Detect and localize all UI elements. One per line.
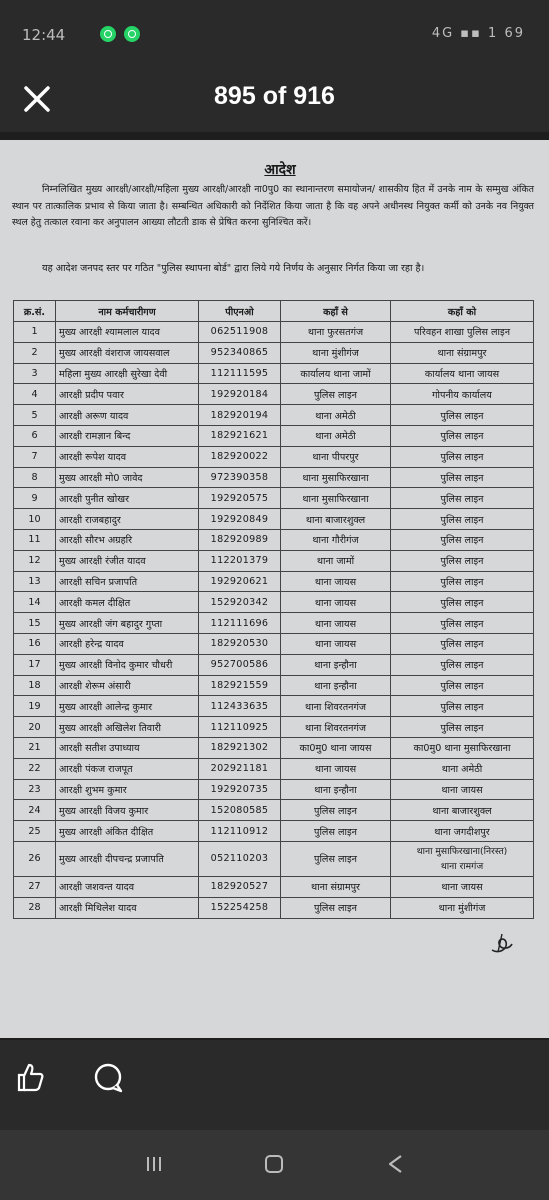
cell-serial: 16 [14, 633, 56, 654]
cell-from: थाना इन्हौना [281, 654, 391, 675]
cell-from: थाना बाजारशुक्ल [281, 509, 391, 530]
cell-from: पुलिस लाइन [281, 384, 391, 405]
cell-serial: 13 [14, 571, 56, 592]
cell-pno: 112201379 [199, 550, 281, 571]
cell-to: पुलिस लाइन [391, 405, 534, 426]
whatsapp-notification-icon [100, 26, 116, 42]
cell-serial: 22 [14, 758, 56, 779]
cell-name: आरक्षी रूपेश यादव [56, 446, 199, 467]
comment-icon[interactable] [92, 1062, 124, 1094]
image-viewer[interactable] [0, 132, 549, 1040]
cell-to: थाना जायस [391, 876, 534, 897]
cell-name: मुख्य आरक्षी विनोद कुमार चौधरी [56, 654, 199, 675]
table-row [14, 550, 534, 571]
cell-name: आरक्षी हरेन्द्र यादव [56, 633, 199, 654]
cell-serial: 4 [14, 384, 56, 405]
cell-serial: 12 [14, 550, 56, 571]
cell-pno: 112110925 [199, 717, 281, 738]
cell-serial: 6 [14, 425, 56, 446]
cell-from: थाना जायस [281, 592, 391, 613]
col-header-pno: पीएनओ [199, 301, 281, 322]
viewer-bottom-bar [0, 1040, 549, 1130]
cell-from: पुलिस लाइन [281, 897, 391, 918]
cell-to: पुलिस लाइन [391, 550, 534, 571]
cell-pno: 972390358 [199, 467, 281, 488]
whatsapp-notification-icon [124, 26, 140, 42]
cell-serial: 28 [14, 897, 56, 918]
transfer-table [13, 300, 534, 919]
cell-from: का0मु0 थाना जायस [281, 737, 391, 758]
cell-name: मुख्य आरक्षी वंशराज जायसवाल [56, 342, 199, 363]
cell-serial: 20 [14, 717, 56, 738]
table-row [14, 758, 534, 779]
cell-from: कार्यालय थाना जामों [281, 363, 391, 384]
table-row [14, 779, 534, 800]
cell-name: मुख्य आरक्षी आलेन्द्र कुमार [56, 696, 199, 717]
table-header-row [14, 301, 534, 322]
cell-from: थाना जामों [281, 550, 391, 571]
cell-name: मुख्य आरक्षी विजय कुमार [56, 800, 199, 821]
cell-serial: 19 [14, 696, 56, 717]
cell-name: मुख्य आरक्षी जंग बहादुर गुप्ता [56, 613, 199, 634]
table-row [14, 363, 534, 384]
cell-to: पुलिस लाइन [391, 425, 534, 446]
cell-name: मुख्य आरक्षी अखिलेश तिवारी [56, 717, 199, 738]
cell-name: मुख्य आरक्षी रंजीत यादव [56, 550, 199, 571]
cell-pno: 182920022 [199, 446, 281, 467]
cell-serial: 25 [14, 821, 56, 842]
android-navigation-bar [0, 1130, 549, 1200]
cell-serial: 23 [14, 779, 56, 800]
recent-apps-icon[interactable] [144, 1154, 164, 1174]
cell-name: मुख्य आरक्षी मो0 जावेद [56, 467, 199, 488]
cell-serial: 27 [14, 876, 56, 897]
cell-pno: 112111595 [199, 363, 281, 384]
table-row [14, 384, 534, 405]
cell-to: परिवहन शाखा पुलिस लाइन [391, 322, 534, 343]
cell-pno: 192920849 [199, 509, 281, 530]
cell-pno: 192920735 [199, 779, 281, 800]
table-row [14, 529, 534, 550]
cell-to-line: थाना रामगंज [440, 860, 484, 872]
cell-from: थाना फुरसतगंज [281, 322, 391, 343]
cell-to: पुलिस लाइन [391, 696, 534, 717]
cell-serial: 2 [14, 342, 56, 363]
cell-pno: 182920194 [199, 405, 281, 426]
document-photo [0, 140, 549, 1038]
cell-to [391, 841, 534, 876]
cell-to-line: थाना मुसाफिरखाना(निरस्त) [416, 845, 508, 857]
table-row [14, 675, 534, 696]
cell-from: थाना जायस [281, 633, 391, 654]
table-row [14, 696, 534, 717]
cell-serial: 26 [14, 841, 56, 876]
table-row [14, 342, 534, 363]
cell-pno: 182921302 [199, 737, 281, 758]
cell-pno: 182920989 [199, 529, 281, 550]
cell-pno: 192920621 [199, 571, 281, 592]
table-row [14, 571, 534, 592]
cell-serial: 18 [14, 675, 56, 696]
cell-serial: 15 [14, 613, 56, 634]
cell-to: पुलिस लाइन [391, 654, 534, 675]
cell-serial: 7 [14, 446, 56, 467]
cell-from: पुलिस लाइन [281, 800, 391, 821]
cell-name: आरक्षी सतीश उपाध्याय [56, 737, 199, 758]
cell-pno: 052110203 [199, 841, 281, 876]
table-row [14, 488, 534, 509]
cell-from: थाना शिवरतनगंज [281, 696, 391, 717]
cell-name: मुख्य आरक्षी श्यामलाल यादव [56, 322, 199, 343]
cell-pno: 112110912 [199, 821, 281, 842]
table-row [14, 633, 534, 654]
cell-from: थाना अमेठी [281, 425, 391, 446]
cell-serial: 17 [14, 654, 56, 675]
cell-to: पुलिस लाइन [391, 633, 534, 654]
cell-from: थाना मुसाफिरखाना [281, 467, 391, 488]
cell-to: पुलिस लाइन [391, 529, 534, 550]
cell-name: आरक्षी सचिन प्रजापति [56, 571, 199, 592]
cell-pno: 182921559 [199, 675, 281, 696]
cell-name: आरक्षी शेरूम अंसारी [56, 675, 199, 696]
status-indicators: 4G ▪▪ 1 69 [431, 26, 525, 41]
status-bar [0, 0, 549, 62]
cell-name: आरक्षी रामज्ञान बिन्द [56, 425, 199, 446]
cell-name: आरक्षी पुनीत खोखर [56, 488, 199, 509]
cell-name: आरक्षी अरूण यादव [56, 405, 199, 426]
cell-from: थाना जायस [281, 758, 391, 779]
table-row [14, 322, 534, 343]
cell-pno: 182921621 [199, 425, 281, 446]
cell-pno: 062511908 [199, 322, 281, 343]
cell-from: थाना संग्रामपुर [281, 876, 391, 897]
cell-from: थाना शिवरतनगंज [281, 717, 391, 738]
cell-name: मुख्य आरक्षी दीपचन्द्र प्रजापति [56, 841, 199, 876]
home-icon[interactable] [265, 1155, 283, 1173]
cell-pno: 152080585 [199, 800, 281, 821]
table-row [14, 509, 534, 530]
signature-mark [488, 930, 514, 956]
cell-to: पुलिस लाइन [391, 675, 534, 696]
cell-pno: 952700586 [199, 654, 281, 675]
cell-to: थाना बाजारशुक्ल [391, 800, 534, 821]
cell-to: पुलिस लाइन [391, 488, 534, 509]
cell-serial: 21 [14, 737, 56, 758]
like-icon[interactable] [16, 1062, 44, 1092]
cell-name: मुख्य आरक्षी अंकित दीक्षित [56, 821, 199, 842]
cell-from: पुलिस लाइन [281, 841, 391, 876]
cell-name: आरक्षी शुभम कुमार [56, 779, 199, 800]
cell-to: थाना मुंशीगंज [391, 897, 534, 918]
table-row [14, 592, 534, 613]
col-header-to: कहाँ को [391, 301, 534, 322]
cell-from: थाना इन्हौना [281, 675, 391, 696]
cell-serial: 1 [14, 322, 56, 343]
cell-from: थाना गौरीगंज [281, 529, 391, 550]
table-row [14, 821, 534, 842]
table-row [14, 876, 534, 897]
cell-serial: 5 [14, 405, 56, 426]
cell-to: थाना अमेठी [391, 758, 534, 779]
cell-to: पुलिस लाइन [391, 613, 534, 634]
table-row [14, 467, 534, 488]
cell-name: आरक्षी सौरभ अग्रहरि [56, 529, 199, 550]
cell-from: थाना मुंशीगंज [281, 342, 391, 363]
cell-from: थाना जायस [281, 571, 391, 592]
col-header-serial: क्र.सं. [14, 301, 56, 322]
cell-to: थाना जायस [391, 779, 534, 800]
cell-to: गोपनीय कार्यालय [391, 384, 534, 405]
cell-to: पुलिस लाइन [391, 509, 534, 530]
cell-to: थाना संग्रामपुर [391, 342, 534, 363]
cell-name: महिला मुख्य आरक्षी सुरेखा देवी [56, 363, 199, 384]
cell-name: आरक्षी राजबहादुर [56, 509, 199, 530]
cell-name: आरक्षी जशवन्त यादव [56, 876, 199, 897]
cell-from: थाना अमेठी [281, 405, 391, 426]
cell-to: पुलिस लाइन [391, 446, 534, 467]
table-row [14, 717, 534, 738]
cell-serial: 24 [14, 800, 56, 821]
table-row [14, 897, 534, 918]
viewer-top-bar [0, 62, 549, 132]
cell-to: का0मु0 थाना मुसाफिरखाना [391, 737, 534, 758]
cell-pno: 192920575 [199, 488, 281, 509]
cell-to: कार्यालय थाना जायस [391, 363, 534, 384]
table-row [14, 446, 534, 467]
table-row [14, 425, 534, 446]
cell-serial: 11 [14, 529, 56, 550]
cell-serial: 9 [14, 488, 56, 509]
table-row [14, 841, 534, 876]
cell-from: थाना जायस [281, 613, 391, 634]
cell-name: आरक्षी मिथिलेश यादव [56, 897, 199, 918]
cell-pno: 192920184 [199, 384, 281, 405]
cell-name: आरक्षी पंकज राजपूत [56, 758, 199, 779]
table-row [14, 800, 534, 821]
cell-pno: 182920527 [199, 876, 281, 897]
cell-serial: 10 [14, 509, 56, 530]
cell-from: थाना मुसाफिरखाना [281, 488, 391, 509]
cell-name: आरक्षी प्रदीप पवार [56, 384, 199, 405]
table-row [14, 405, 534, 426]
order-paragraph: निम्नलिखित मुख्य आरक्षी/आरक्षी/महिला मुख्य आरक्षी/आरक्षी ना0पु0 का स्थानान्तरण समायोजन/ शासकीय हित में उनके नाम के सम्मुख अंकित स्थान पर तात्कालिक प्रभाव से किया जाता है। सम्बन्धित अधिकारी को निर्देशित किया जाता है कि वह अपने अधीनस्थ नियुक्त कर्मी को उनके नव नियुक्त स्थल हेतु तत्काल रवाना कर अनुपालन आख्या लौटती डाक से प्रेषित करना सुनिश्चित करें। [12, 184, 534, 229]
table-row [14, 654, 534, 675]
table-row [14, 613, 534, 634]
cell-to: पुलिस लाइन [391, 717, 534, 738]
cell-pno: 152254258 [199, 897, 281, 918]
cell-pno: 152920342 [199, 592, 281, 613]
cell-pno: 202921181 [199, 758, 281, 779]
cell-name: आरक्षी कमल दीक्षित [56, 592, 199, 613]
cell-from: पुलिस लाइन [281, 821, 391, 842]
cell-serial: 8 [14, 467, 56, 488]
cell-to: पुलिस लाइन [391, 467, 534, 488]
cell-serial: 3 [14, 363, 56, 384]
image-counter: 895 of 916 [214, 82, 335, 110]
cell-from: थाना इन्हौना [281, 779, 391, 800]
order-note: यह आदेश जनपद स्तर पर गठित "पुलिस स्थापना बोर्ड" द्वारा लिये गये निर्णय के अनुसार निर्गत किया जा रहा है। [42, 263, 425, 274]
back-icon[interactable] [386, 1153, 404, 1175]
cell-from: थाना पीपरपुर [281, 446, 391, 467]
col-header-name: नाम कर्मचारीगण [56, 301, 199, 322]
cell-pno: 112111696 [199, 613, 281, 634]
cell-to: पुलिस लाइन [391, 571, 534, 592]
table-row [14, 737, 534, 758]
cell-pno: 112433635 [199, 696, 281, 717]
cell-pno: 952340865 [199, 342, 281, 363]
cell-to: पुलिस लाइन [391, 592, 534, 613]
status-time: 12:44 [22, 26, 66, 44]
document-title: आदेश [264, 162, 296, 178]
col-header-from: कहाँ से [281, 301, 391, 322]
cell-pno: 182920530 [199, 633, 281, 654]
cell-to: थाना जगदीशपुर [391, 821, 534, 842]
cell-serial: 14 [14, 592, 56, 613]
